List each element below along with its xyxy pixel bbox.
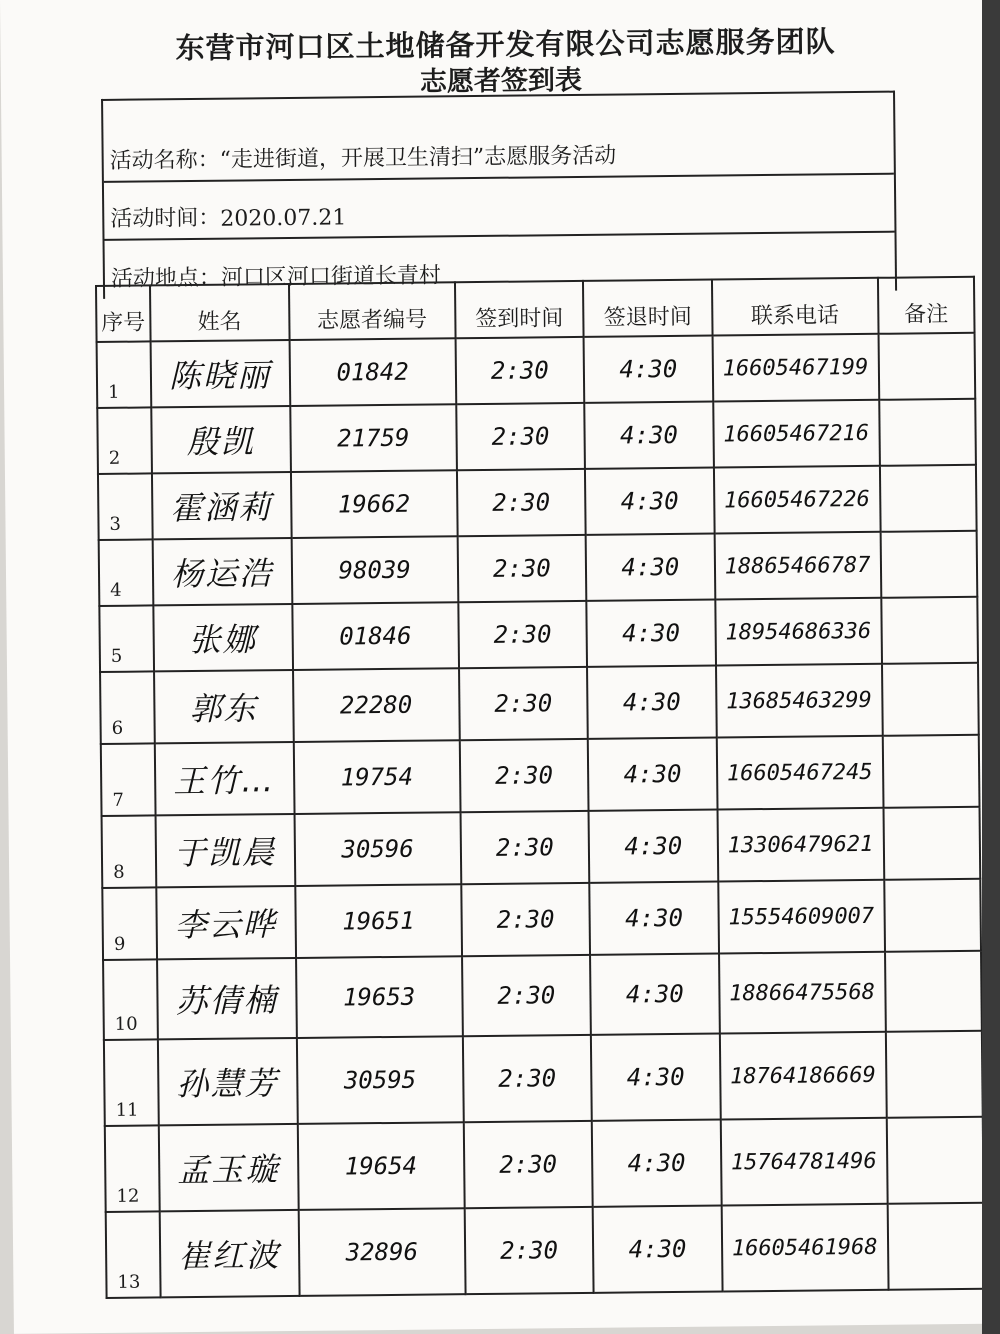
row-phone: 13306479621 bbox=[717, 808, 884, 882]
table-row bbox=[99, 531, 978, 606]
row-sign-out-time: 4:30 bbox=[586, 600, 715, 667]
row-volunteer-id: 19651 bbox=[295, 884, 462, 958]
row-sign-out-time: 4:30 bbox=[586, 534, 715, 601]
row-phone: 18954686336 bbox=[715, 598, 882, 666]
row-remark bbox=[882, 735, 979, 808]
row-phone: 16605467245 bbox=[716, 736, 883, 810]
row-remark bbox=[884, 879, 981, 952]
row-remark bbox=[880, 531, 977, 598]
row-sign-in-time: 2:30 bbox=[462, 955, 591, 1036]
table-body bbox=[97, 333, 985, 1298]
table-row bbox=[105, 1117, 984, 1212]
row-volunteer-id: 32896 bbox=[298, 1208, 465, 1296]
row-name-signature: 李云晔 bbox=[156, 886, 296, 959]
row-remark bbox=[882, 663, 979, 736]
row-sign-out-time: 4:30 bbox=[593, 1206, 722, 1293]
row-sign-in-time: 2:30 bbox=[464, 1207, 593, 1294]
row-volunteer-id: 21759 bbox=[290, 404, 457, 472]
row-sign-out-time: 4:30 bbox=[584, 402, 713, 469]
row-volunteer-id: 19653 bbox=[296, 956, 463, 1038]
row-sign-out-time: 4:30 bbox=[589, 882, 718, 955]
row-seq: 8 bbox=[102, 815, 156, 888]
row-phone: 16605467199 bbox=[712, 334, 879, 402]
row-remark bbox=[881, 597, 978, 664]
row-remark bbox=[886, 1117, 983, 1204]
row-sign-in-time: 2:30 bbox=[459, 739, 588, 812]
row-volunteer-id: 30595 bbox=[297, 1036, 464, 1124]
row-phone: 16605467226 bbox=[714, 466, 881, 534]
row-sign-out-time: 4:30 bbox=[585, 468, 714, 535]
row-phone: 15554609007 bbox=[718, 880, 885, 954]
row-sign-out-time: 4:30 bbox=[591, 1034, 720, 1121]
col-header-phone: 联系电话 bbox=[712, 278, 879, 336]
col-header-sign-out-time: 签退时间 bbox=[583, 280, 712, 337]
row-seq: 3 bbox=[98, 473, 152, 540]
row-seq: 12 bbox=[105, 1125, 159, 1212]
activity-time-label: 活动时间： bbox=[110, 205, 221, 232]
activity-time-value: 2020.07.21 bbox=[220, 205, 347, 232]
row-seq: 1 bbox=[97, 341, 151, 408]
table-row bbox=[106, 1203, 985, 1298]
row-phone: 13685463299 bbox=[716, 664, 883, 738]
table-row bbox=[103, 951, 982, 1040]
row-remark bbox=[878, 333, 975, 400]
row-sign-in-time: 2:30 bbox=[458, 601, 587, 668]
row-name-signature: 于凯晨 bbox=[155, 814, 295, 887]
row-name-signature: 孙慧芳 bbox=[157, 1038, 297, 1125]
row-volunteer-id: 30596 bbox=[294, 812, 461, 886]
col-header-seq: 序号 bbox=[96, 285, 150, 342]
col-header-volunteer-id: 志愿者编号 bbox=[289, 282, 456, 340]
row-volunteer-id: 98039 bbox=[291, 536, 458, 604]
row-sign-out-time: 4:30 bbox=[588, 738, 717, 811]
row-volunteer-id: 22280 bbox=[293, 668, 460, 742]
row-seq: 9 bbox=[102, 887, 156, 960]
row-sign-out-time: 4:30 bbox=[590, 954, 719, 1035]
row-volunteer-id: 19662 bbox=[291, 470, 458, 538]
row-sign-out-time: 4:30 bbox=[592, 1120, 721, 1207]
row-sign-out-time: 4:30 bbox=[587, 666, 716, 739]
row-seq: 6 bbox=[100, 671, 154, 744]
row-phone: 18866475568 bbox=[719, 952, 886, 1034]
volunteer-table bbox=[95, 276, 986, 1299]
activity-place-label: 活动地点： bbox=[110, 265, 222, 292]
row-name-signature: 孟玉璇 bbox=[158, 1124, 298, 1211]
row-name-signature: 张娜 bbox=[153, 604, 293, 671]
table-row bbox=[104, 1031, 983, 1126]
table-row bbox=[102, 879, 981, 960]
row-name-signature: 郭东 bbox=[154, 670, 294, 743]
row-volunteer-id: 19654 bbox=[298, 1122, 465, 1210]
table-row bbox=[97, 399, 976, 474]
row-sign-in-time: 2:30 bbox=[456, 403, 585, 470]
table-header-row bbox=[96, 277, 975, 342]
row-volunteer-id: 01842 bbox=[289, 338, 456, 406]
table-row bbox=[102, 807, 981, 888]
activity-time-row bbox=[104, 175, 895, 241]
row-sign-in-time: 2:30 bbox=[460, 811, 589, 884]
organization-title: 东营市河口区土地储备开发有限公司志愿服务团队 bbox=[175, 24, 836, 66]
activity-name-row bbox=[103, 93, 894, 183]
row-name-signature: 王竹… bbox=[154, 742, 294, 815]
row-name-signature: 苏倩楠 bbox=[157, 958, 297, 1039]
row-remark bbox=[885, 1031, 982, 1118]
row-name-signature: 殷凯 bbox=[151, 406, 291, 473]
row-phone: 15764781496 bbox=[720, 1118, 887, 1206]
table-row bbox=[97, 333, 976, 408]
table-row bbox=[100, 663, 979, 744]
activity-place-value: 河口区河口街道长青村 bbox=[220, 263, 442, 291]
row-sign-in-time: 2:30 bbox=[463, 1035, 592, 1122]
row-name-signature: 陈晓丽 bbox=[150, 340, 290, 407]
background-edge bbox=[982, 0, 1000, 1334]
row-sign-in-time: 2:30 bbox=[455, 337, 584, 404]
row-phone: 16605461968 bbox=[721, 1204, 888, 1292]
row-seq: 11 bbox=[104, 1039, 158, 1126]
row-sign-in-time: 2:30 bbox=[461, 883, 590, 956]
row-volunteer-id: 01846 bbox=[292, 602, 459, 670]
row-name-signature: 崔红波 bbox=[159, 1210, 299, 1297]
row-seq: 5 bbox=[99, 605, 153, 672]
row-sign-in-time: 2:30 bbox=[457, 535, 586, 602]
row-seq: 13 bbox=[106, 1211, 160, 1298]
col-header-name: 姓名 bbox=[150, 284, 290, 341]
row-phone: 18764186669 bbox=[720, 1032, 887, 1120]
table-row bbox=[99, 597, 978, 672]
row-sign-in-time: 2:30 bbox=[457, 469, 586, 536]
row-sign-in-time: 2:30 bbox=[463, 1121, 592, 1208]
row-phone: 18865466787 bbox=[714, 532, 881, 600]
row-volunteer-id: 19754 bbox=[294, 740, 461, 814]
row-sign-out-time: 4:30 bbox=[589, 810, 718, 883]
row-sign-in-time: 2:30 bbox=[459, 667, 588, 740]
row-seq: 10 bbox=[103, 959, 157, 1040]
row-remark bbox=[880, 465, 977, 532]
table-row bbox=[101, 735, 980, 816]
col-header-remark: 备注 bbox=[878, 277, 975, 334]
row-seq: 7 bbox=[101, 743, 155, 816]
row-seq: 4 bbox=[99, 539, 153, 606]
row-seq: 2 bbox=[97, 407, 151, 474]
activity-name-value: “走进街道，开展卫生清扫”志愿服务活动 bbox=[219, 143, 617, 173]
row-name-signature: 杨运浩 bbox=[152, 538, 292, 605]
activity-name-label: 活动名称： bbox=[109, 147, 220, 174]
row-remark bbox=[887, 1203, 984, 1290]
row-name-signature: 霍涵莉 bbox=[151, 472, 291, 539]
sheet-title: 志愿者签到表 bbox=[419, 64, 583, 98]
activity-info bbox=[101, 91, 897, 299]
row-remark bbox=[885, 951, 982, 1032]
row-phone: 16605467216 bbox=[713, 400, 880, 468]
table-row bbox=[98, 465, 977, 540]
row-sign-out-time: 4:30 bbox=[584, 336, 713, 403]
col-header-sign-in-time: 签到时间 bbox=[455, 281, 584, 338]
row-remark bbox=[883, 807, 980, 880]
row-remark bbox=[879, 399, 976, 466]
